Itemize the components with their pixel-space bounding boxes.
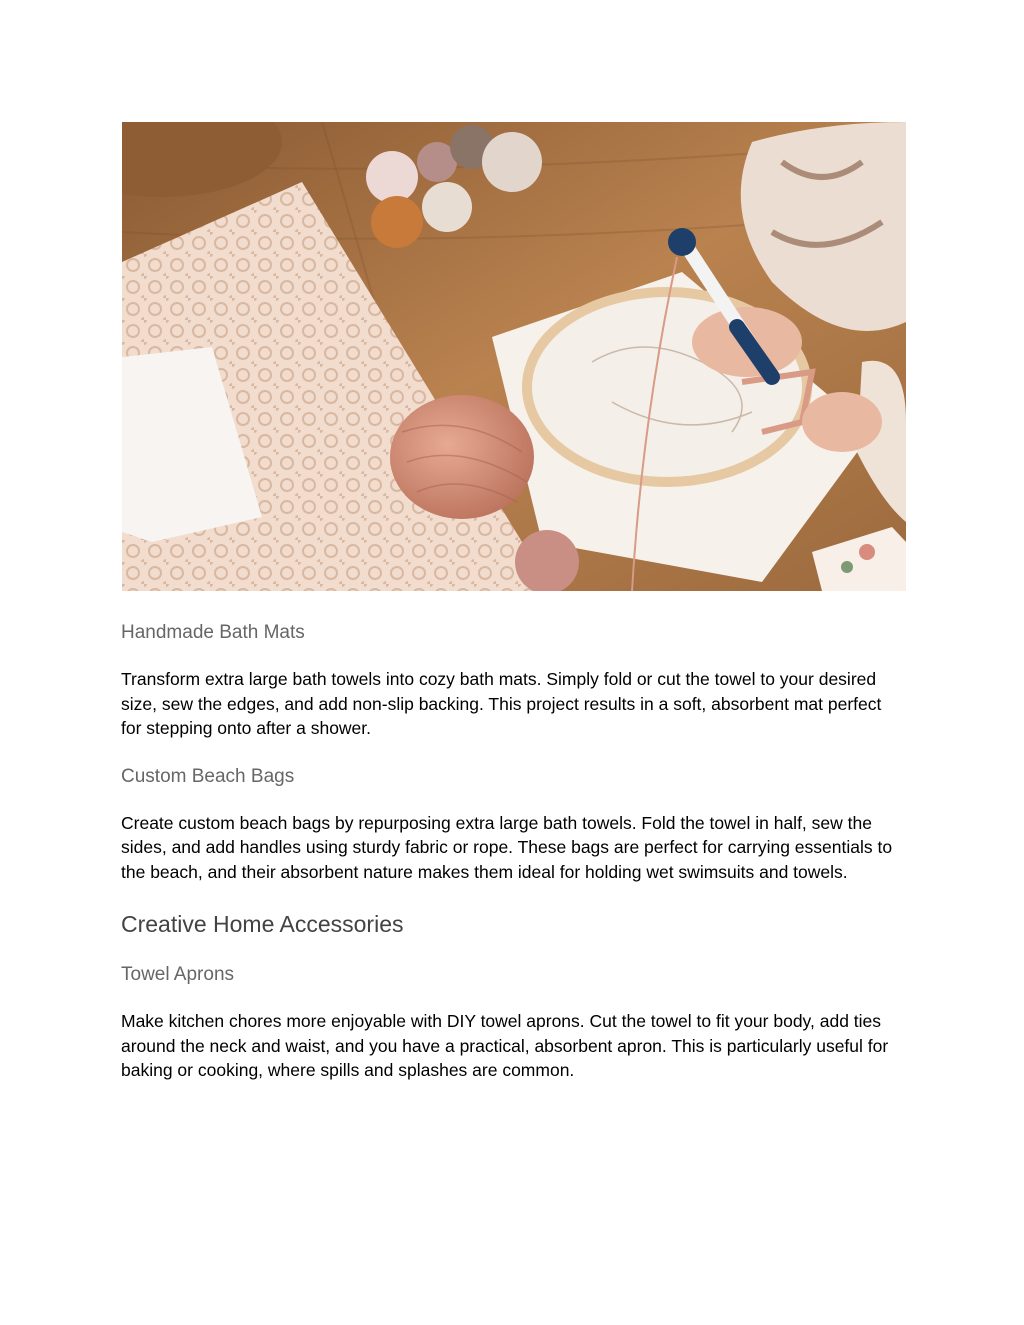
- embroidery-illustration: [122, 122, 906, 591]
- yarn-ball-white: [366, 151, 418, 203]
- yarn-ball-cream: [482, 132, 542, 192]
- embroidery-photo: [122, 122, 906, 591]
- heading-bath-mats: Handmade Bath Mats: [121, 622, 305, 643]
- yarn-ball-small: [515, 530, 579, 591]
- heading-beach-bags: Custom Beach Bags: [121, 765, 295, 787]
- article-content: [121, 620, 905, 1083]
- heading-creative-home-accessories: Creative Home Accessories: [121, 911, 404, 937]
- paragraph-towel-aprons: Make kitchen chores more enjoyable with DIY towel aprons. Cut the towel to fit your body, add ties around the neck and waist, and you have a practical, absorbent apron. This is particularly useful for baking or cooking, where spills and splashes are common.: [121, 1011, 889, 1080]
- paragraph-beach-bags: Create custom beach bags by repurposing extra large bath towels. Fold the towel in half, sew the sides, and add handles using sturdy fabric or rope. These bags are perfect for carrying essentials to the beach, and their absorbent nature makes them ideal for holding wet swimsuits and towels.: [121, 812, 893, 882]
- heading-towel-aprons: Towel Aprons: [121, 964, 235, 985]
- yarn-ball-ivory: [422, 182, 472, 232]
- paragraph-bath-mats: Transform extra large bath towels into cozy bath mats. Simply fold or cut the towel to your desired size, sew the edges, and add non-slip backing. This project results in a soft, absorbent mat perfect for stepping onto after a shower.: [121, 669, 882, 738]
- yarn-ball-orange: [371, 196, 423, 248]
